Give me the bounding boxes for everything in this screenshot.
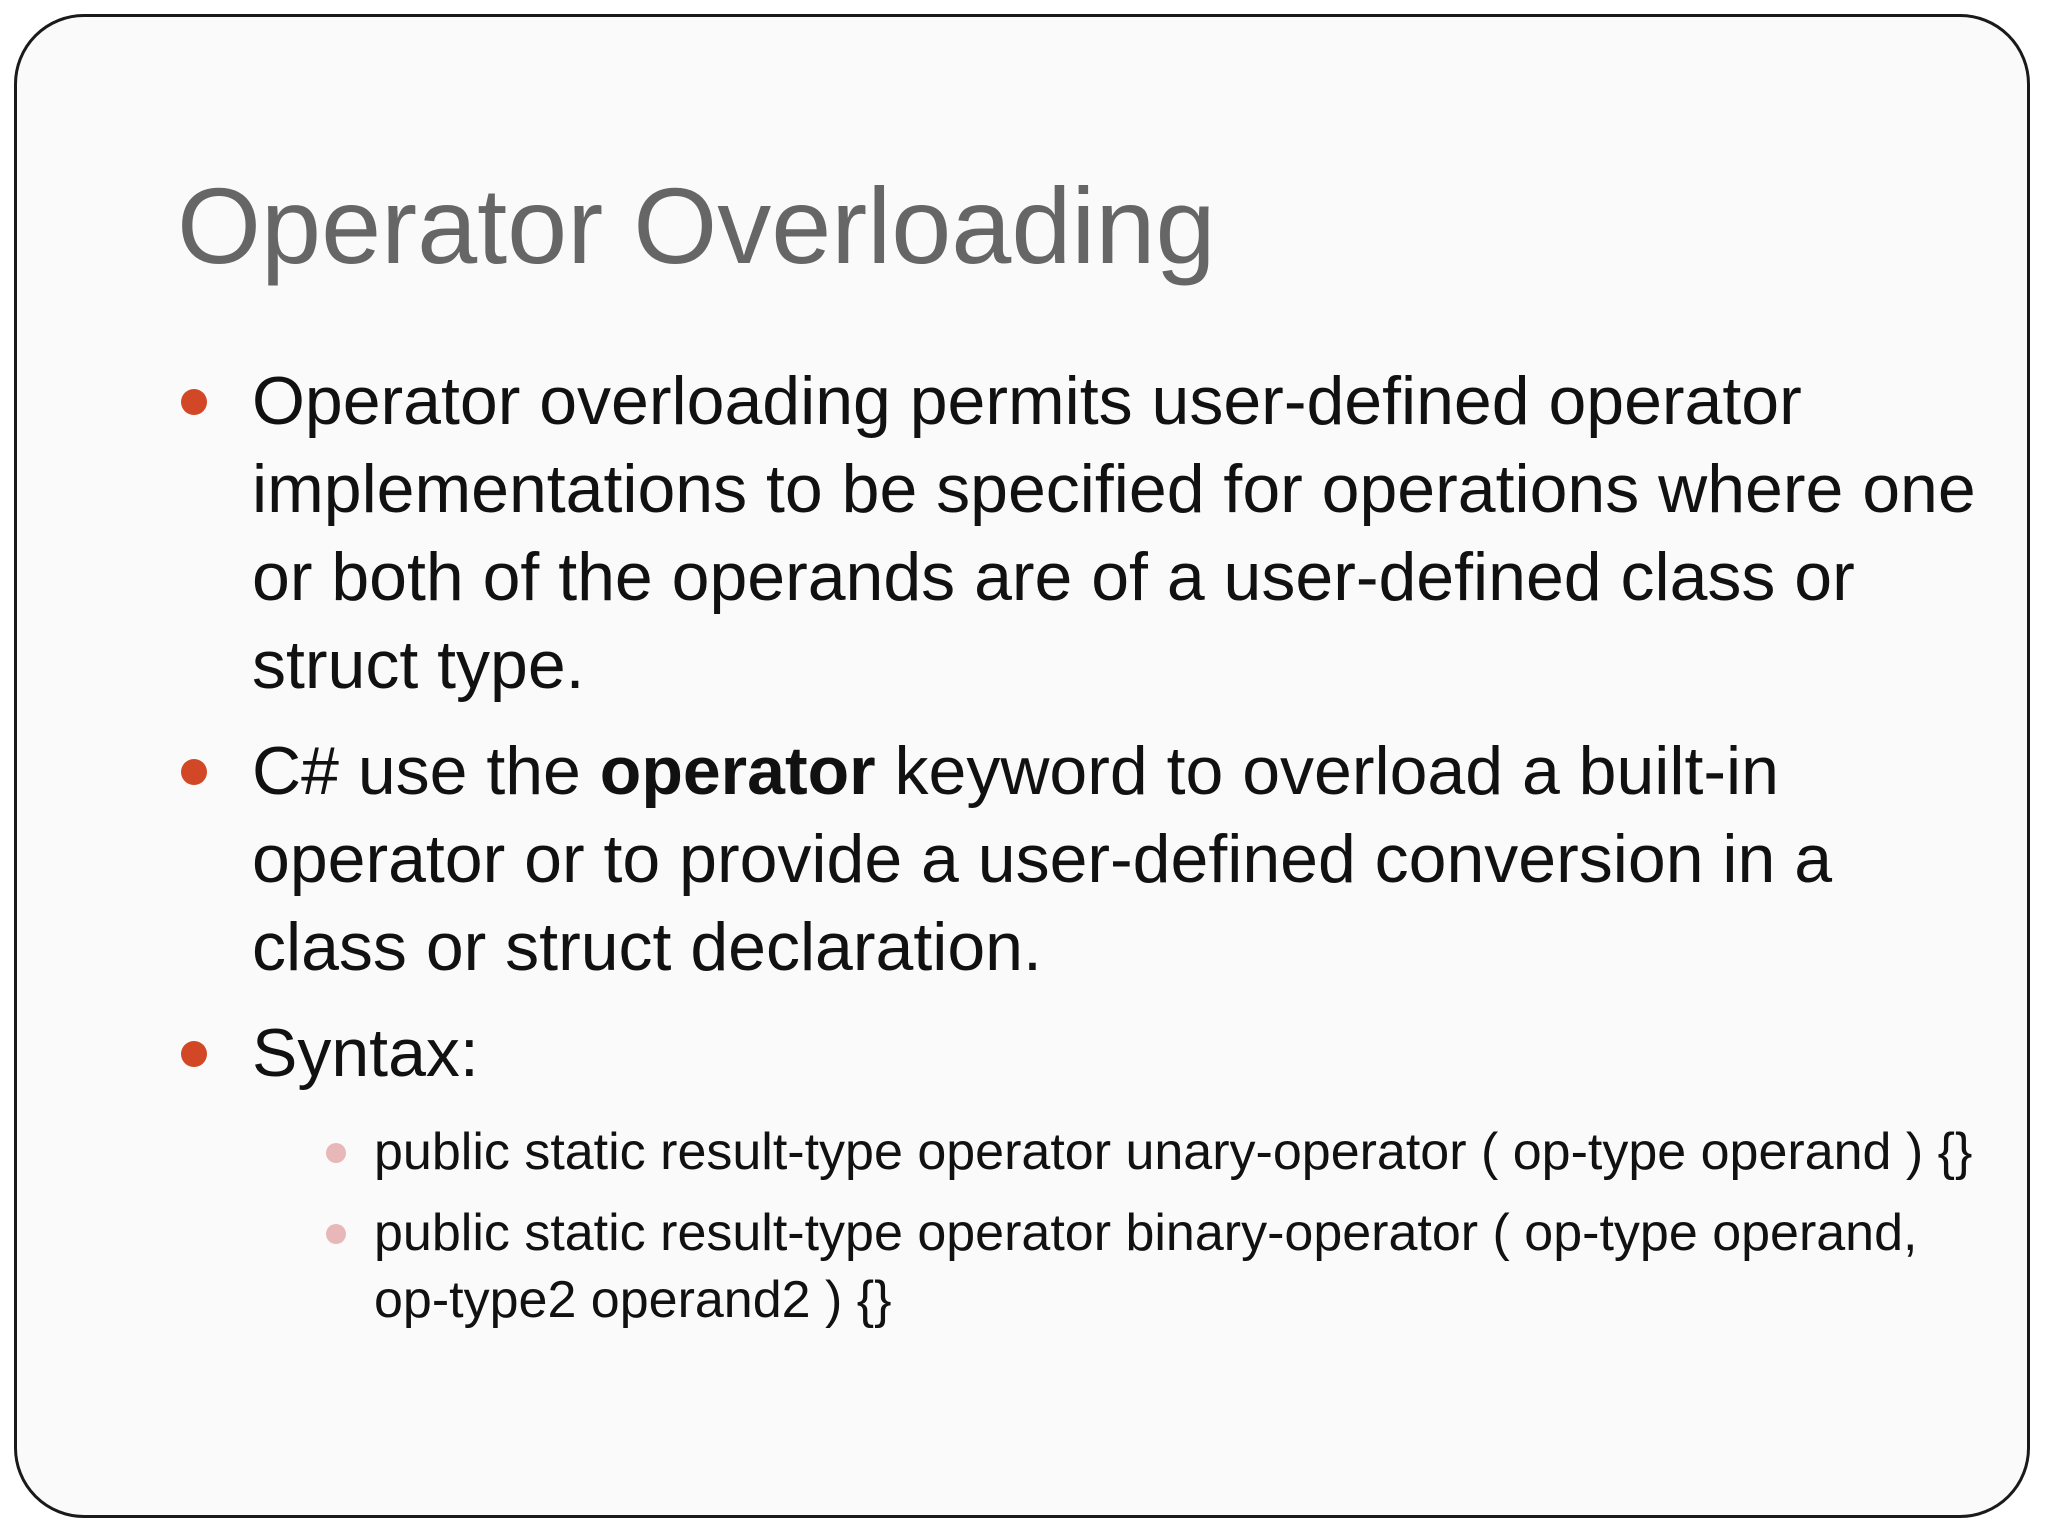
bullet-text: Operator overloading permits user-defined operator implementations to be specified for operations where one or both of the operands are of a user-defined class or struct type. — [252, 363, 1976, 703]
bullet-text-before: C# use the — [252, 733, 600, 809]
bullet-item — [177, 357, 1977, 709]
sub-bullet-text: public static result-type operator binary-operator ( op-type operand, op-type2 operand2 ) {} — [374, 1204, 1918, 1329]
sub-bullet-item — [302, 1119, 1977, 1186]
bullet-keyword: operator — [599, 733, 876, 809]
bullet-dot-icon — [181, 1041, 207, 1067]
bullet-dot-icon — [181, 389, 207, 415]
sub-bullet-list — [252, 1119, 1977, 1334]
bullet-text: Syntax: — [252, 1015, 479, 1091]
sub-bullet-item — [302, 1200, 1977, 1334]
sub-bullet-text: public static result-type operator unary-operator ( op-type operand ) {} — [374, 1123, 1973, 1181]
sub-bullet-dot-icon — [326, 1224, 346, 1244]
bullet-list — [177, 357, 1977, 1352]
bullet-dot-icon — [181, 759, 207, 785]
bullet-text-after: keyword to overload a built-in operator or to provide a user-defined conversion in a class or struct declaration. — [252, 733, 1833, 985]
slide-title: Operator Overloading — [177, 165, 1216, 286]
slide — [14, 14, 2030, 1518]
bullet-item — [177, 727, 1977, 991]
sub-bullet-dot-icon — [326, 1143, 346, 1163]
bullet-item — [177, 1009, 1977, 1334]
